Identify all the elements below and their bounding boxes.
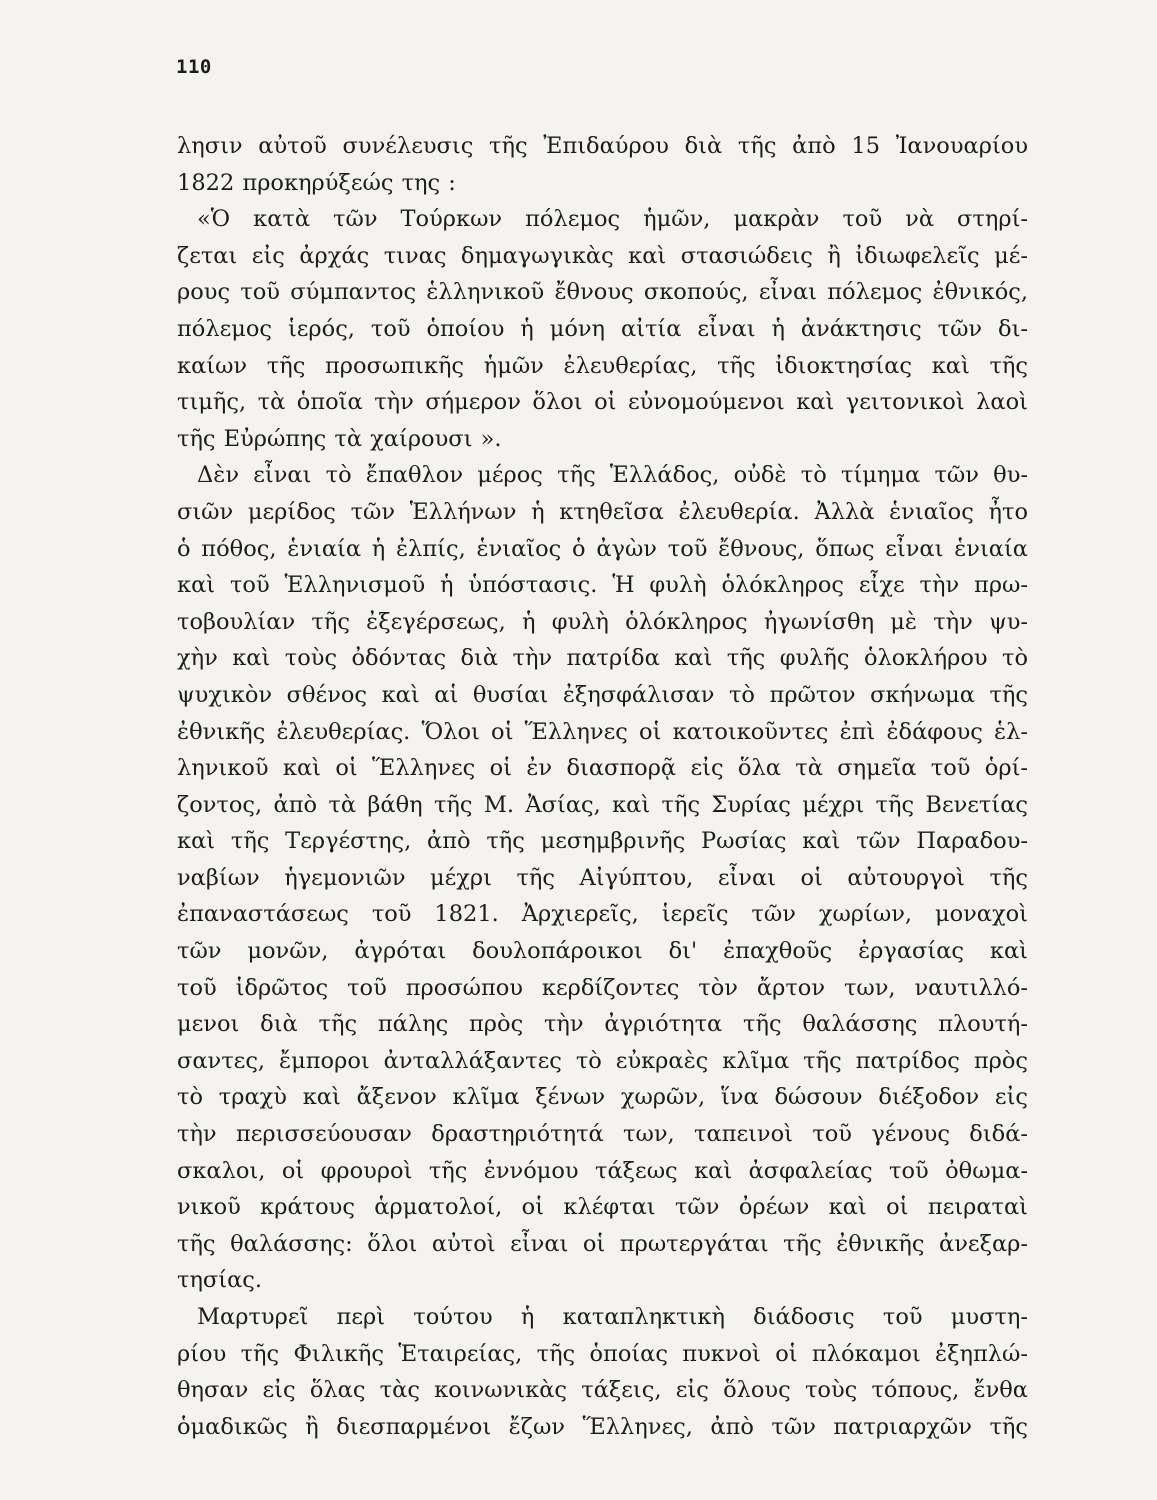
text-line: Δὲν εἶναι τὸ ἔπαθλον μέρος τῆς Ἑλλάδος, οὐδὲ τὸ τίμημα τῶν θυ- [197, 462, 1028, 489]
text-line: τὸ τραχὺ καὶ ἄξενον κλῖμα ξένων χωρῶν, ἵνα δώσουν διέξοδον εἰς [177, 1084, 1028, 1111]
text-line: πόλεμος ἱερός, τοῦ ὁποίου ἡ μόνη αἰτία εἶναι ἡ ἀνάκτησις τῶν δι- [177, 315, 1028, 342]
text-line: θησαν εἰς ὅλας τὰς κοινωνικὰς τάξεις, εἰς ὅλους τοὺς τόπους, ἔνθα [177, 1377, 1028, 1404]
text-line: ρίου τῆς Φιλικῆς Ἑταιρείας, τῆς ὁποίας πυκνοὶ οἱ πλόκαμοι ἐξηπλώ- [177, 1340, 1028, 1367]
text-line: 1822 προκηρύξεώς της : [177, 169, 456, 196]
text-line: σιῶν μερίδος τῶν Ἑλλήνων ἡ κτηθεῖσα ἐλευθερία. Ἀλλὰ ἑνιαῖος ἦτο [177, 498, 1028, 525]
text-line: καὶ τῆς Τεργέστης, ἀπὸ τῆς μεσημβρινῆς Ρωσίας καὶ τῶν Παραδου- [177, 828, 1028, 855]
text-line: ἐθνικῆς ἐλευθερίας. Ὅλοι οἱ Ἕλληνες οἱ κατοικοῦντες ἐπὶ ἐδάφους ἑλ- [177, 718, 1028, 745]
text-line: τοῦ ἱδρῶτος τοῦ προσώπου κερδίζοντες τὸν ἄρτον των, ναυτιλλό- [177, 974, 1028, 1001]
text-line: «Ὁ κατὰ τῶν Τούρκων πόλεμος ἡμῶν, μακρὰν τοῦ νὰ στηρί- [197, 206, 1028, 233]
text-line: καὶ τοῦ Ἑλληνισμοῦ ἡ ὑπόστασις. Ἡ φυλὴ ὁλόκληρος εἶχε τὴν πρω- [177, 572, 1028, 599]
text-line: τοβουλίαν τῆς ἐξεγέρσεως, ἡ φυλὴ ὁλόκληρος ἠγωνίσθη μὲ τὴν ψυ- [177, 608, 1028, 635]
text-line: ναβίων ἡγεμονιῶν μέχρι τῆς Αἰγύπτου, εἶναι οἱ αὐτουργοὶ τῆς [177, 864, 1028, 891]
text-line: ληνικοῦ καὶ οἱ Ἕλληνες οἱ ἐν διασπορᾷ εἰς ὅλα τὰ σημεῖα τοῦ ὁρί- [177, 755, 1028, 782]
text-line: ζεται εἰς ἀρχάς τινας δημαγωγικὰς καὶ στασιώδεις ἢ ἰδιωφελεῖς μέ- [177, 242, 1028, 269]
body-text [177, 128, 1028, 1445]
text-line: χὴν καὶ τοὺς ὀδόντας διὰ τὴν πατρίδα καὶ τῆς φυλῆς ὁλοκλήρου τὸ [177, 645, 1028, 672]
text-line: ἐπαναστάσεως τοῦ 1821. Ἀρχιερεῖς, ἱερεῖς τῶν χωρίων, μοναχοὶ [177, 901, 1028, 928]
text-line: ὁ πόθος, ἑνιαία ἡ ἐλπίς, ἑνιαῖος ὁ ἀγὼν τοῦ ἔθνους, ὅπως εἶναι ἑνιαία [177, 535, 1028, 562]
text-line: τῶν μονῶν, ἀγρόται δουλοπάροικοι δι' ἐπαχθοῦς ἐργασίας καὶ [177, 938, 1028, 965]
text-line: τὴν περισσεύουσαν δραστηριότητά των, ταπεινοὶ τοῦ γένους διδά- [177, 1121, 1028, 1148]
text-line: νικοῦ κράτους ἁρματολοί, οἱ κλέφται τῶν ὀρέων καὶ οἱ πειραταὶ [177, 1194, 1028, 1221]
text-line: ὁμαδικῶς ἢ διεσπαρμένοι ἔζων Ἕλληνες, ἀπὸ τῶν πατριαρχῶν τῆς [177, 1413, 1028, 1440]
text-line: τῆς Εὐρώπης τὰ χαίρουσι ». [177, 425, 502, 452]
text-line: μενοι διὰ τῆς πάλης πρὸς τὴν ἀγριότητα τῆς θαλάσσης πλουτή- [177, 1011, 1028, 1038]
text-line: τῆς θαλάσσης: ὅλοι αὐτοὶ εἶναι οἱ πρωτεργάται τῆς ἐθνικῆς ἀνεξαρ- [177, 1230, 1028, 1257]
page-number: 110 [176, 56, 212, 78]
text-line: ζοντος, ἀπὸ τὰ βάθη τῆς Μ. Ἀσίας, καὶ τῆς Συρίας μέχρι τῆς Βενετίας [177, 791, 1028, 818]
text-line: καίων τῆς προσωπικῆς ἡμῶν ἐλευθερίας, τῆς ἰδιοκτησίας καὶ τῆς [177, 352, 1028, 379]
text-line: λησιν αὐτοῦ συνέλευσις τῆς Ἐπιδαύρου διὰ τῆς ἀπὸ 15 Ἰανουαρίου [177, 133, 1028, 159]
text-line: σκαλοι, οἱ φρουροὶ τῆς ἐννόμου τάξεως καὶ ἀσφαλείας τοῦ ὀθωμα- [177, 1157, 1028, 1184]
text-line: σαντες, ἔμποροι ἀνταλλάξαντες τὸ εὐκραὲς κλῖμα τῆς πατρίδος πρὸς [177, 1047, 1028, 1074]
text-line: τιμῆς, τὰ ὁποῖα τὴν σήμερον ὅλοι οἱ εὐνομούμενοι καὶ γειτονικοὶ λαοὶ [177, 389, 1028, 416]
text-line: ρους τοῦ σύμπαντος ἑλληνικοῦ ἔθνους σκοπούς, εἶναι πόλεμος ἐθνικός, [177, 279, 1028, 306]
text-line: ψυχικὸν σθένος καὶ αἱ θυσίαι ἐξησφάλισαν τὸ πρῶτον σκήνωμα τῆς [177, 681, 1028, 708]
text-line: Μαρτυρεῖ περὶ τούτου ἡ καταπληκτικὴ διάδοσις τοῦ μυστη- [197, 1304, 1028, 1330]
text-line: τησίας. [177, 1267, 263, 1294]
